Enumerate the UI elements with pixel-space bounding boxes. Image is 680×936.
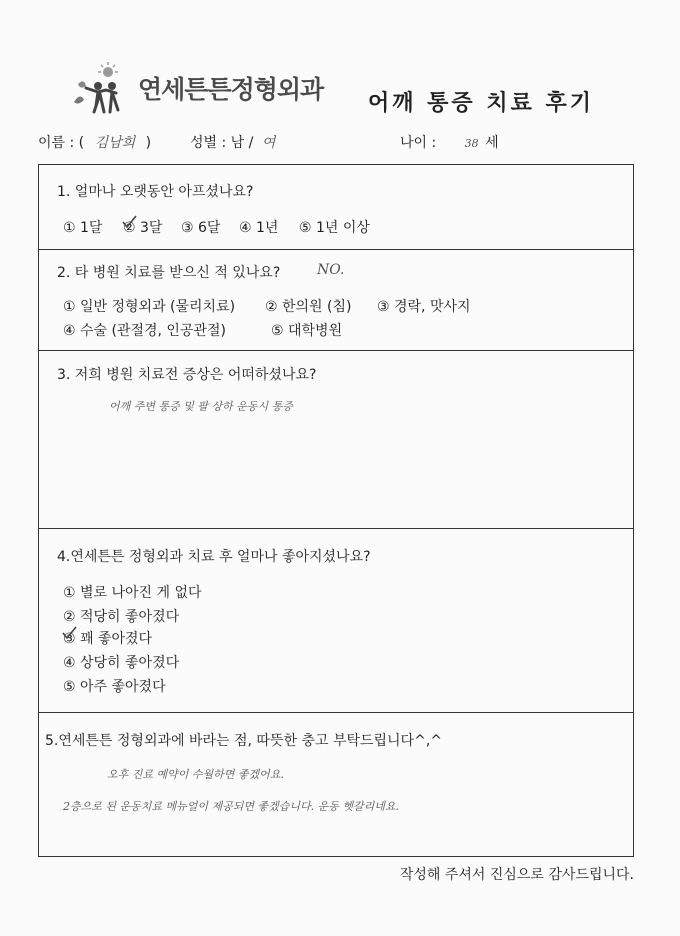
- q2-option-1[interactable]: ① 일반 정형외과 (물리치료): [63, 299, 236, 315]
- gender-field: [190, 132, 275, 152]
- gender-value: 여: [261, 135, 276, 151]
- question-2-text: 2. 타 병원 치료를 받으신 적 있나요?: [57, 265, 281, 281]
- q5-answer-line-1: 오후 진료 예약이 수월하면 좋겠어요.: [107, 768, 284, 781]
- question-5-text: 5.연세튼튼 정형외과에 바라는 점, 따뜻한 충고 부탁드립니다^,^: [45, 733, 442, 749]
- question-3-section: [38, 350, 634, 529]
- q4-option-3[interactable]: ③ 꽤 좋아졌다: [63, 631, 153, 647]
- q5-answer-line-2: 2층으로 된 운동치료 메뉴얼이 제공되면 좋겠습니다. 운동 헷갈리네요.: [63, 800, 399, 813]
- q1-option-5[interactable]: ⑤ 1년 이상: [299, 220, 370, 236]
- q1-option-4[interactable]: ④ 1년: [239, 220, 279, 236]
- question-1-text: 1. 얼마나 오랫동안 아프셨나요?: [57, 184, 254, 200]
- q2-answer: NO.: [317, 262, 345, 278]
- q2-option-3[interactable]: ③ 경락, 맛사지: [377, 299, 471, 315]
- clinic-logo-icon: [70, 62, 130, 114]
- question-5-section: [38, 712, 634, 857]
- age-field: [400, 132, 499, 152]
- form-title: 어깨 통증 치료 후기: [368, 91, 594, 116]
- question-2-section: [38, 248, 634, 351]
- q4-option-2[interactable]: ② 적당히 좋아졌다: [63, 609, 180, 625]
- q2-option-5[interactable]: ⑤ 대학병원: [271, 323, 343, 339]
- q2-option-4[interactable]: ④ 수술 (관절경, 인공관절): [63, 323, 226, 339]
- age-value: 38: [464, 137, 479, 150]
- question-4-text: 4.연세튼튼 정형외과 치료 후 얼마나 좋아지셨나요?: [57, 549, 371, 565]
- q1-checkmark-icon: [121, 215, 137, 229]
- clinic-logo-text: 연세튼튼정형외과: [138, 75, 324, 104]
- question-3-text: 3. 저희 병원 치료전 증상은 어떠하셨나요?: [57, 367, 317, 383]
- name-label: 이름 : (: [38, 135, 85, 151]
- q4-option-5[interactable]: ⑤ 아주 좋아졌다: [63, 679, 166, 695]
- age-label: 나이 :: [400, 135, 437, 151]
- name-field: [38, 132, 151, 152]
- q2-option-2[interactable]: ② 한의원 (침): [265, 299, 352, 315]
- q4-option-4[interactable]: ④ 상당히 좋아졌다: [63, 655, 180, 671]
- name-close: ): [145, 135, 152, 151]
- thank-you-note: 작성해 주셔서 진심으로 감사드립니다.: [399, 867, 634, 883]
- q3-answer: 어깨 주변 통증 및 팔 상하 운동시 통증: [109, 400, 293, 413]
- question-1-section: [38, 164, 634, 250]
- q4-checkmark-icon: [61, 626, 77, 640]
- q1-option-2[interactable]: ② 3달: [123, 220, 163, 236]
- name-value: 김남희: [94, 135, 136, 151]
- question-4-section: [38, 528, 634, 713]
- q1-option-3[interactable]: ③ 6달: [181, 220, 221, 236]
- q1-option-1[interactable]: ① 1달: [63, 220, 103, 236]
- q4-option-1[interactable]: ① 별로 나아진 게 없다: [63, 585, 202, 601]
- age-unit: 세: [485, 135, 499, 151]
- gender-label: 성별 : 남 /: [190, 135, 254, 151]
